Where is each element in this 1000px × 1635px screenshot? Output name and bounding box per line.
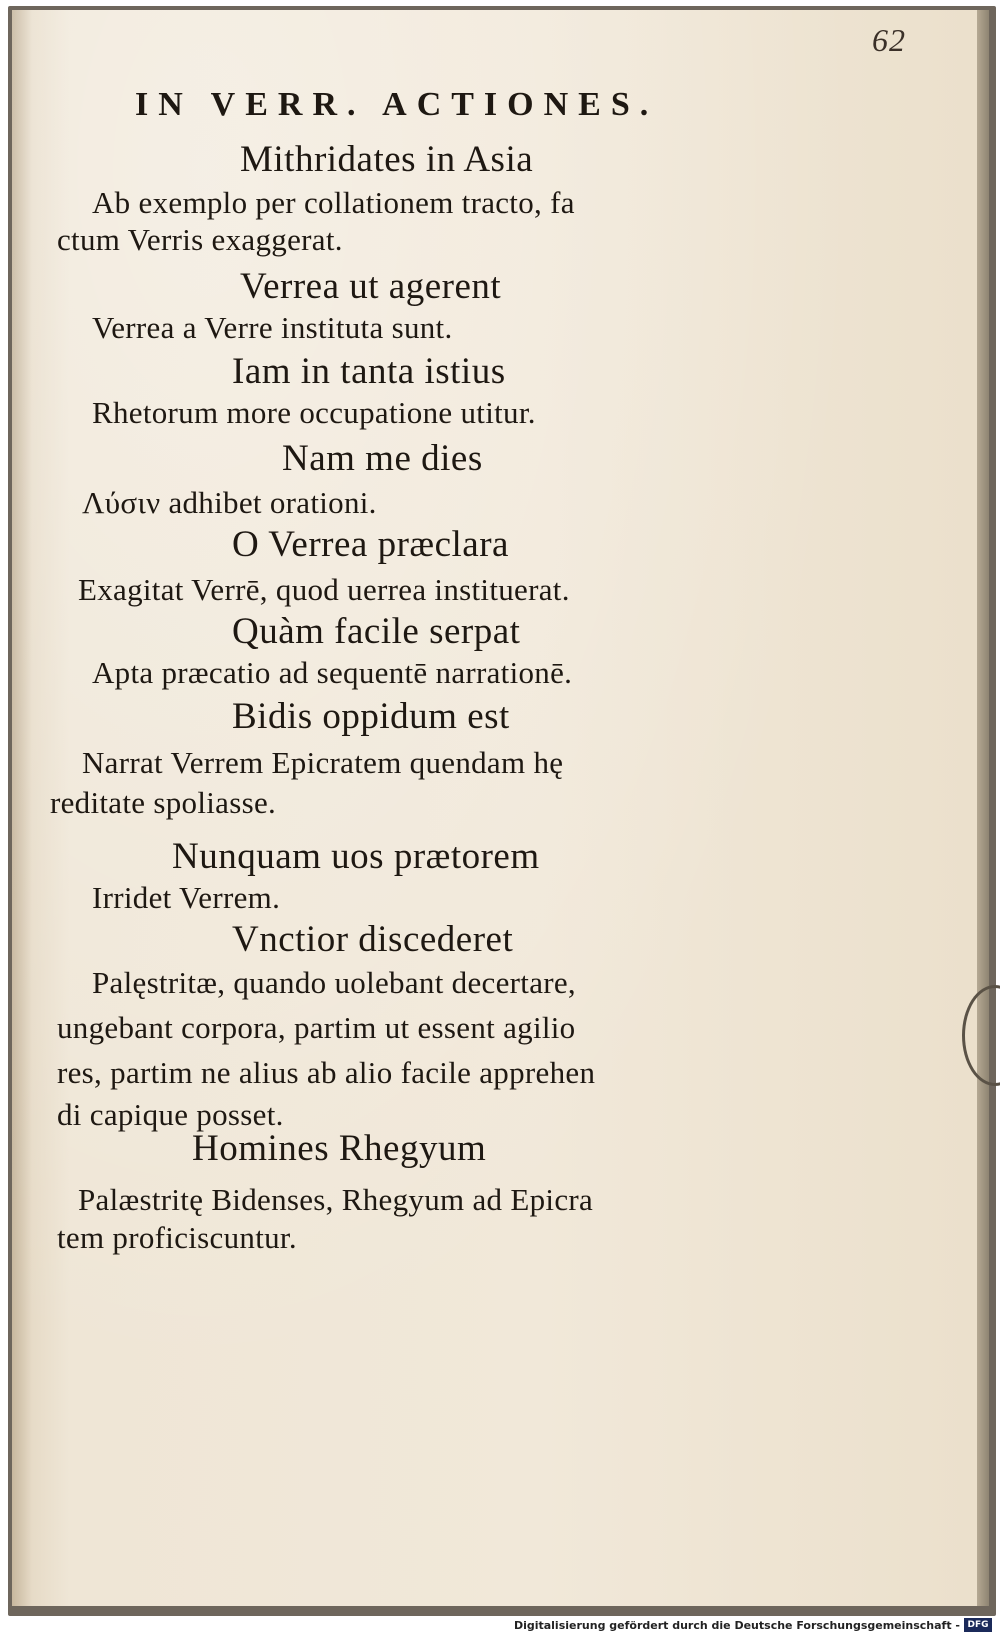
lemma: Iam in tanta istius: [232, 351, 506, 392]
lemma: Verrea ut agerent: [240, 266, 502, 307]
lemma: Vnctior discederet: [232, 919, 514, 960]
commentary-line: Exagitat Verrē, quod uerrea instituerat.: [78, 572, 570, 607]
commentary-line: Verrea a Verre instituta sunt.: [92, 310, 453, 345]
spine-shading: [12, 10, 32, 1606]
commentary-line: Rhetorum more occupatione utitur.: [92, 395, 536, 430]
commentary-line: ctum Verris exaggerat.: [57, 222, 343, 257]
commentary-line: Palæstritę Bidenses, Rhegyum ad Epicra: [78, 1182, 594, 1217]
commentary-line: di capique posset.: [57, 1097, 284, 1132]
fore-edge: [977, 10, 989, 1606]
running-head: IN VERR. ACTIONES.: [135, 86, 659, 123]
commentary-line: Λύσιν adhibet orationi.: [82, 485, 377, 520]
commentary-line: Narrat Verrem Epicratem quendam hę: [82, 745, 564, 780]
commentary-line: res, partim ne alius ab alio facile apprehen: [57, 1055, 596, 1090]
commentary-line: tem proficiscuntur.: [57, 1220, 297, 1255]
commentary-line: Apta præcatio ad sequentē narrationē.: [92, 655, 573, 690]
lemma: Nunquam uos prætorem: [172, 836, 540, 877]
commentary-line: Palęstritæ, quando uolebant decertare,: [92, 965, 576, 1000]
commentary-line: reditate spoliasse.: [50, 785, 277, 820]
dfg-logo: DFG: [964, 1618, 992, 1632]
funding-credit: Digitalisierung gefördert durch die Deutsche Forschungsgemeinschaft -: [513, 1619, 960, 1632]
lemma: Homines Rhegyum: [192, 1128, 487, 1169]
lemma: Mithridates in Asia: [240, 139, 534, 180]
folio-number: 62: [872, 22, 906, 58]
commentary-line: Ab exemplo per collationem tracto, fa: [92, 185, 575, 220]
lemma: O Verrea præclara: [232, 524, 509, 565]
commentary-line: ungebant corpora, partim ut essent agilio: [57, 1010, 576, 1045]
lemma: Nam me dies: [282, 438, 483, 479]
commentary-line: Irridet Verrem.: [92, 880, 281, 915]
lemma: Quàm facile serpat: [232, 611, 521, 652]
lemma: Bidis oppidum est: [232, 696, 510, 737]
